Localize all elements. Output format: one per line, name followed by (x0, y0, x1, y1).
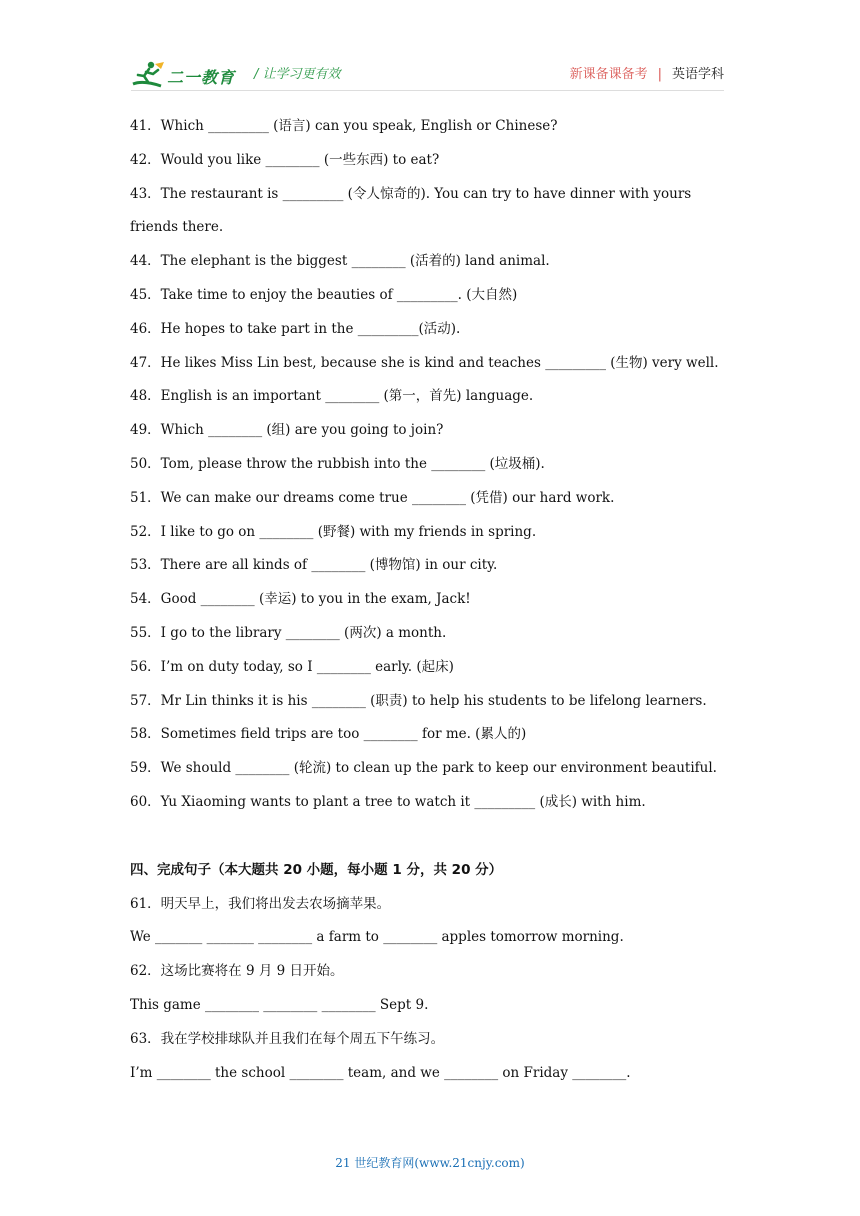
header-separator: | (657, 67, 662, 82)
course-label: 新课备课备考 (569, 67, 648, 82)
logo-text: 二一教育 (167, 68, 236, 87)
question-48: 48．English is an important ________ (第一，首先) language. (130, 388, 534, 405)
question-52: 52．I like to go on ________ (野餐) with my friends in spring. (130, 523, 537, 540)
runner-logo-icon (131, 60, 167, 90)
question-58: 58．Sometimes field trips are too ________ for me. (累人的) (130, 726, 527, 743)
section-heading: 四、完成句子（本大题共 20 小题，每小题 1 分，共 20 分） (130, 861, 503, 878)
question-50: 50．Tom, please throw the rubbish into the ________ (垃圾桶). (130, 455, 545, 472)
worksheet-content (130, 110, 730, 1090)
question-46: 46．He hopes to take part in the _________(活动). (130, 320, 461, 337)
slogan: / 让学习更有效 (254, 67, 341, 82)
logo (131, 60, 237, 88)
question-47: 47．He likes Miss Lin best, because she is kind and teaches _________ (生物) very well. (130, 354, 719, 371)
question-63-prompt: 63．我在学校排球队并且我们在每个周五下午练习。 (130, 1030, 445, 1047)
page-footer: 21 世纪教育网(www.21cnjy.com) (335, 1156, 525, 1170)
question-54: 54．Good ________ (幸运) to you in the exam, Jack! (130, 591, 471, 608)
question-57: 57．Mr Lin thinks it is his ________ (职责) to help his students to be lifelong learners. (130, 692, 707, 709)
question-59: 59．We should ________ (轮流) to clean up the park to keep our environment beautiful. (130, 760, 717, 777)
question-43: 43．The restaurant is _________ (令人惊奇的). You can try to have dinner with yours friends there. (130, 185, 692, 236)
question-41: 41．Which _________ (语言) can you speak, English or Chinese? (130, 118, 558, 134)
page-header (0, 52, 860, 92)
question-45: 45．Take time to enjoy the beauties of _________. (大自然) (130, 286, 518, 303)
question-49: 49．Which ________ (组) are you going to join? (130, 422, 444, 439)
header-divider (131, 90, 724, 91)
question-62-prompt: 62．这场比赛将在 9 月 9 日开始。 (130, 963, 344, 980)
question-63-sentence: I’m ________ the school ________ team, and we ________ on Friday ________. (130, 1064, 631, 1081)
question-55: 55．I go to the library ________ (两次) a month. (130, 624, 447, 641)
question-62-sentence: This game ________ ________ ________ Sept 9. (130, 996, 429, 1013)
question-61-sentence: We _______ _______ ________ a farm to ________ apples tomorrow morning. (130, 929, 624, 946)
question-53: 53．There are all kinds of ________ (博物馆) in our city. (130, 557, 498, 574)
question-51: 51．We can make our dreams come true ________ (凭借) our hard work. (130, 489, 615, 506)
question-42: 42．Would you like ________ (一些东西) to eat? (130, 151, 440, 168)
subject-label: 英语学科 (671, 67, 724, 82)
question-60: 60．Yu Xiaoming wants to plant a tree to watch it _________ (成长) with him. (130, 793, 646, 810)
section-gap (130, 820, 730, 854)
header-right (570, 63, 724, 82)
question-44: 44．The elephant is the biggest ________ (活着的) land animal. (130, 253, 550, 270)
question-56: 56．I’m on duty today, so I ________ early. (起床) (130, 658, 454, 675)
question-61-prompt: 61．明天早上，我们将出发去农场摘苹果。 (130, 895, 391, 912)
